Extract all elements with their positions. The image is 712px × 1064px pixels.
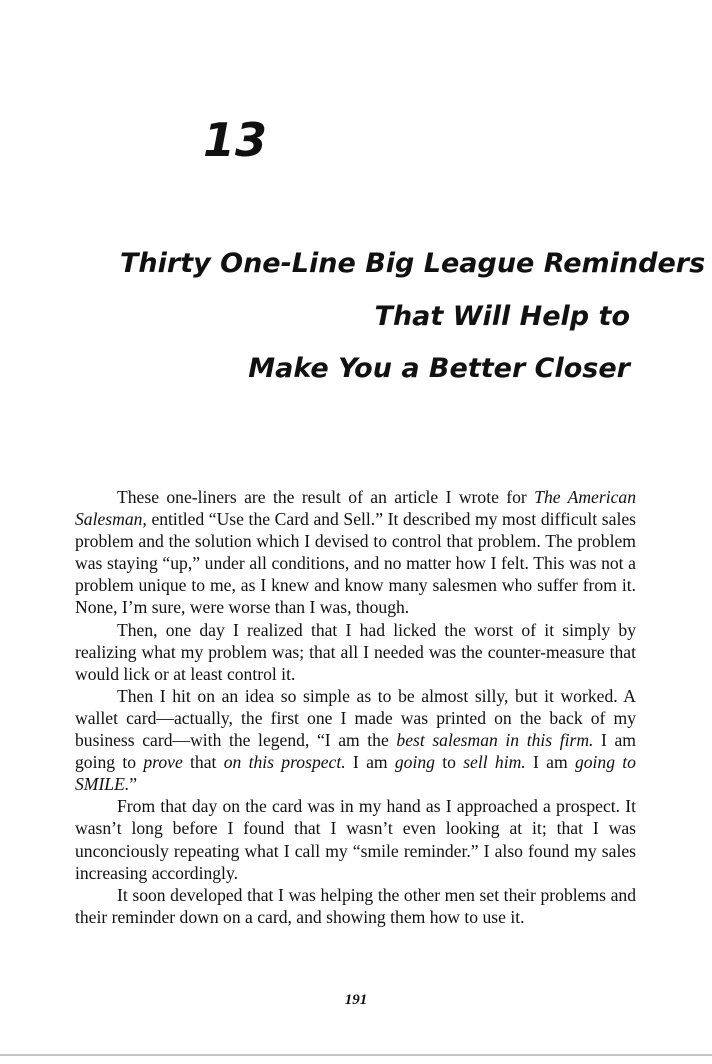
text-run: I am (525, 752, 575, 773)
italic-run: The American Salesman, (75, 487, 636, 530)
italic-run: going to SMILE. (75, 752, 636, 795)
paragraph (75, 795, 636, 883)
paragraph (75, 619, 636, 685)
text-run: Then I hit on an idea so simple as to be almost silly, but it worked. A wallet card—actually, the first one I made was printed on the back of my business card—with the legend, “I am the (75, 685, 636, 751)
chapter-number: 13 (203, 113, 268, 167)
chapter-title-line-1: Thirty One-Line Big League Reminders (120, 248, 706, 279)
paragraph (75, 884, 636, 928)
paragraph (75, 685, 636, 795)
page-number: 191 (344, 992, 368, 1008)
text-run: From that day on the card was in my hand as I approached a prospect. It wasn’t long before I found that I wasn’t even looking at it; that I was unconciously repeating what I call my “smile reminder.” I also found my sales increasing accordingly. (75, 796, 636, 883)
text-run: Then, one day I realized that I had licked the worst of it simply by realizing what my problem was; that all I needed was the counter-measure that would lick or at least control it. (75, 619, 636, 684)
text-run: I am (345, 752, 395, 773)
paragraph (75, 486, 636, 619)
chapter-title-line-3: Make You a Better Closer (248, 353, 630, 384)
text-run: ” (129, 774, 138, 795)
italic-run: sell him. (463, 752, 526, 773)
italic-run: on this prospect. (223, 752, 346, 773)
text-run: to (434, 752, 464, 773)
text-run: It soon developed that I was helping the other men set their problems and their reminder down on a card, and showing them how to use it. (75, 884, 636, 927)
text-run: that (182, 752, 224, 773)
italic-run: best salesman in this firm. (396, 730, 594, 751)
text-run: entitled “Use the Card and Sell.” It described my most difficult sales problem and the solution which I devised to control that problem. The problem was staying “up,” under all conditions, and no matter how I felt. This was not a problem unique to me, as I knew and know many salesmen who suffer from it. None, I’m sure, were worse than I was, though. (75, 509, 636, 618)
text-run: I am going to (75, 730, 636, 773)
text-run: These one-liners are the result of an article I wrote for (117, 487, 535, 507)
chapter-title-line-2: That Will Help to (374, 301, 630, 332)
bottom-rule (0, 1054, 712, 1056)
italic-run: going (394, 752, 435, 773)
italic-run: prove (143, 752, 183, 773)
body-text (75, 486, 636, 928)
